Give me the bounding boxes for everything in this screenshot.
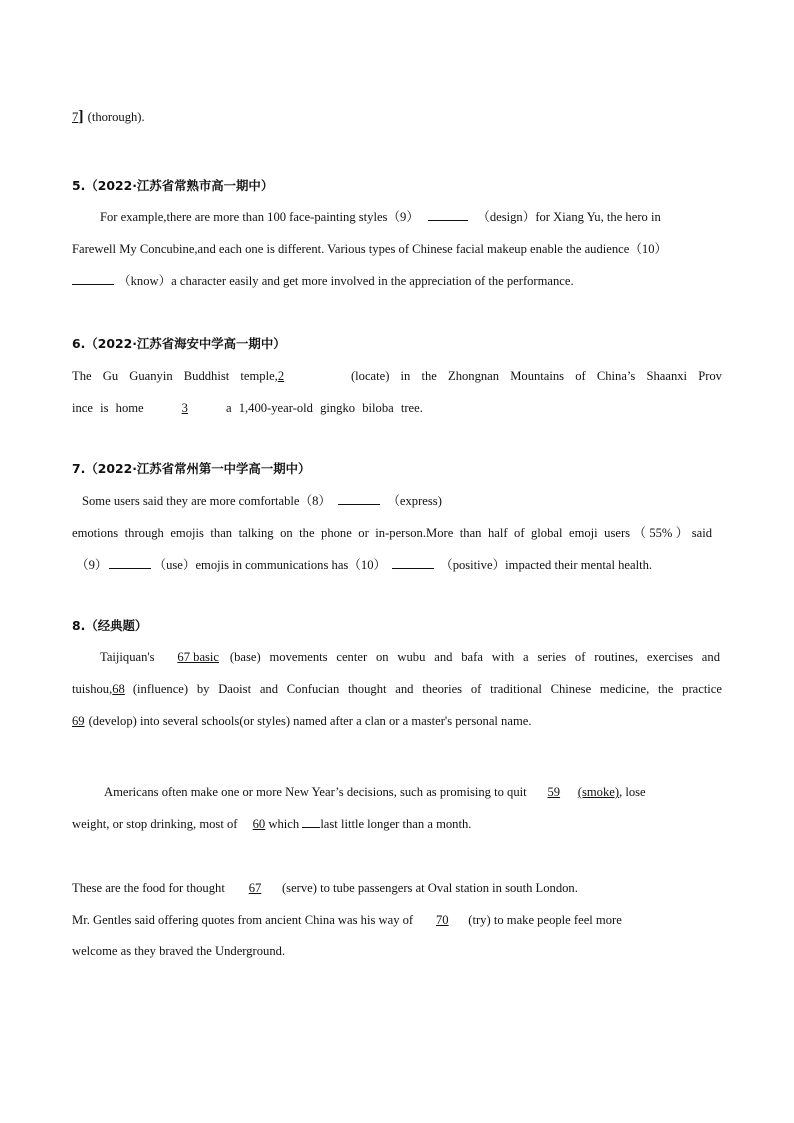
section-6-line-1: The Gu Guanyin Buddhist temple,2 (locate) in the Zhongnan Mountains of China’s Shaanxi Prov xyxy=(72,369,722,383)
blank-9[interactable] xyxy=(428,209,468,221)
section-8-heading: 8.（经典题） xyxy=(72,618,148,633)
bracket-mark: ] xyxy=(78,108,84,125)
blank-8[interactable] xyxy=(338,493,380,505)
blank-3[interactable]: 3 xyxy=(181,401,188,415)
blank-9b[interactable] xyxy=(109,557,151,569)
section-7-heading: 7.（2022·江苏省常州第一中学高一期中） xyxy=(72,461,311,476)
blank-2[interactable]: 2 xyxy=(277,369,285,383)
section-7-line-2: emotions through emojis than talking on the phone or in-person.More than half of global emoji users（55%）said xyxy=(72,526,712,540)
blank-67-basic[interactable]: 67 basic xyxy=(177,650,220,664)
answer-number: 7 xyxy=(72,110,79,124)
section-5-heading: 5.（2022·江苏省常熟市高一期中） xyxy=(72,178,274,193)
hint-text: (thorough). xyxy=(87,110,145,124)
blank-59[interactable]: 59 xyxy=(547,785,561,799)
paragraph-oval-line-1: These are the food for thought 67 (serve) to tube passengers at Oval station in south London. xyxy=(72,881,578,895)
section-8-line-1: Taijiquan's 67 basic (base) movements center on wubu and bafa with a series of routines, exercises and xyxy=(100,650,720,664)
blank-10[interactable] xyxy=(72,273,114,285)
blank-10b[interactable] xyxy=(392,557,434,569)
section-6-line-2: ince is home 3 a 1,400-year-old gingko biloba tree. xyxy=(72,401,423,415)
section-5-line-3: （know）a character easily and get more involved in the appreciation of the performance. xyxy=(72,273,574,289)
section-6-heading: 6.（2022·江苏省海安中学高一期中） xyxy=(72,336,286,351)
paragraph-new-year-line-2: weight, or stop drinking, most of 60 which last little longer than a month. xyxy=(72,817,472,831)
blank-60[interactable]: 60 xyxy=(252,817,266,831)
blank-70[interactable]: 70 xyxy=(436,913,449,927)
section-8-line-3: 69 (develop) into several schools(or styles) named after a clan or a master's personal name. xyxy=(72,714,532,728)
section-5-line-1: For example,there are more than 100 face-painting styles（9） （design）for Xiang Yu, the hero in xyxy=(100,210,661,224)
blank-69[interactable]: 69 xyxy=(72,714,85,728)
section-5-line-2: Farewell My Concubine,and each one is different. Various types of Chinese facial makeup enable the audience（10） xyxy=(72,242,668,256)
section-7-line-1: Some users said they are more comfortable（8） （express) xyxy=(82,494,442,508)
top-fragment xyxy=(72,109,145,125)
paragraph-new-year-line-1: Americans often make one or more New Year’s decisions, such as promising to quit 59 (smoke), lose xyxy=(104,785,646,799)
section-8-line-2: tuishou,68 (influence) by Daoist and Confucian thought and theories of traditional Chinese medicine, the practice xyxy=(72,682,722,696)
blank-67b[interactable]: 67 xyxy=(248,881,262,895)
paragraph-oval-line-3: welcome as they braved the Underground. xyxy=(72,944,286,958)
blank-61[interactable] xyxy=(302,816,320,828)
paragraph-oval-line-2: Mr. Gentles said offering quotes from ancient China was his way of 70 (try) to make people feel more xyxy=(72,913,622,927)
section-7-line-3: （9） （use）emojis in communications has（10） （positive）impacted their mental health. xyxy=(76,558,653,572)
blank-68[interactable]: 68 xyxy=(112,682,125,696)
